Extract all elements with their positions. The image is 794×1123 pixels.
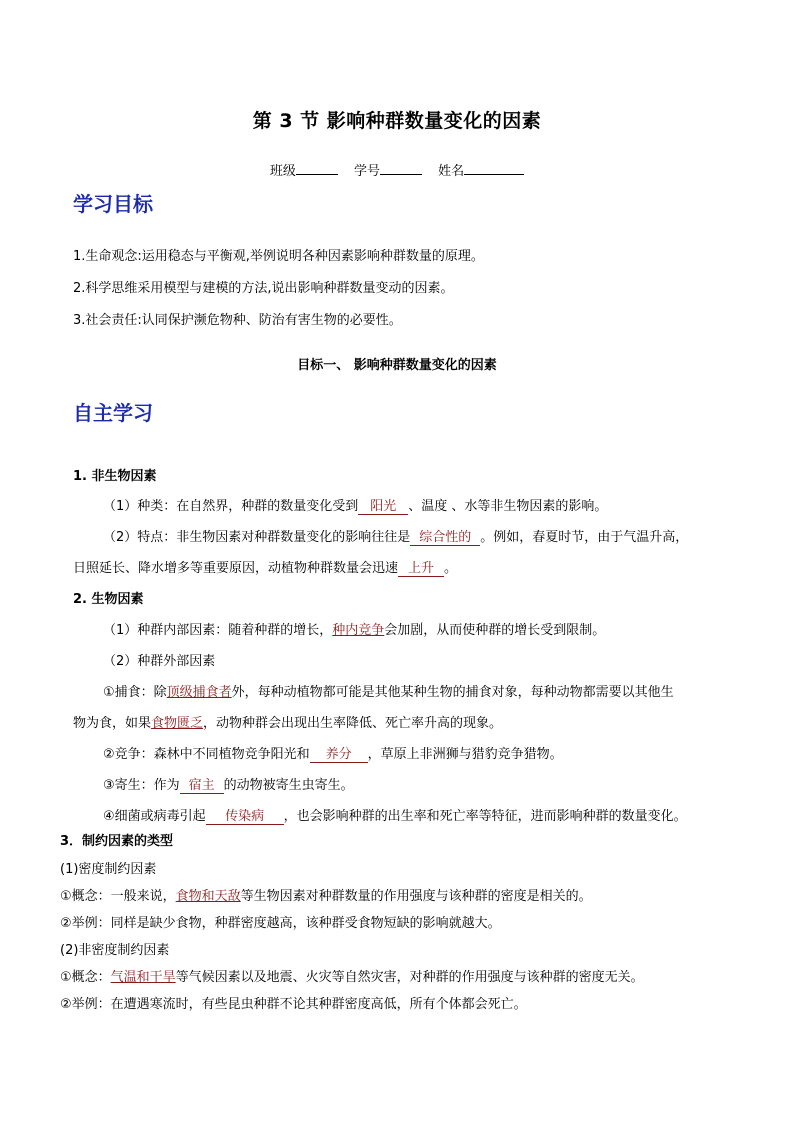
answer-blank: 综合性的 <box>410 530 480 546</box>
objective-item: 3.社会责任:认同保护濒危物种、防治有害生物的必要性。 <box>73 313 402 328</box>
paragraph <box>60 888 592 906</box>
text: 的动物被寄生虫寄生。 <box>223 778 354 793</box>
answer-blank: 传染病 <box>206 809 284 825</box>
answer-text: 顶级捕食者 <box>166 685 232 700</box>
text: 。例如，春夏时节，由于气温升高， <box>480 530 689 545</box>
answer-text: 食物和天敌 <box>175 889 241 904</box>
paragraph <box>103 684 674 702</box>
objectives-heading: 学习目标 <box>73 192 153 216</box>
class-blank[interactable] <box>296 162 338 175</box>
text: ①概念：一般来说， <box>60 889 176 904</box>
text: 等气候因素以及地震、火灾等自然灾害，对种群的作用强度与该种群的密度无关。 <box>175 970 644 985</box>
student-info-line <box>0 160 794 179</box>
paragraph <box>73 715 502 733</box>
paragraph <box>103 777 354 795</box>
subheading: (1)密度制约因素 <box>60 862 157 877</box>
paragraph: ②举例：在遭遇寒流时，有些昆虫种群不论其种群密度高低，所有个体都会死亡。 <box>60 997 527 1012</box>
paragraph <box>73 560 457 578</box>
text: ，也会影响种群的出生率和死亡率等特征，进而影响种群的数量变化。 <box>283 809 687 824</box>
text: 外，每种动植物都可能是其他某种生物的捕食对象，每种动物都需要以其他生 <box>231 685 674 700</box>
self-study-heading: 自主学习 <box>73 401 153 425</box>
page-title: 第 3 节 影响种群数量变化的因素 <box>252 110 542 132</box>
goal-one-title: 目标一、 影响种群数量变化的因素 <box>297 358 497 373</box>
section-factor-types-heading: 3．制约因素的类型 <box>60 834 174 849</box>
paragraph <box>60 969 644 987</box>
paragraph <box>103 808 687 826</box>
answer-blank: 养分 <box>310 747 368 763</box>
answer-text: 食物匮乏 <box>151 716 204 731</box>
text: ①概念： <box>60 970 111 985</box>
paragraph <box>103 529 688 547</box>
name-label: 姓名 <box>438 164 465 179</box>
text: 日照延长、降水增多等重要原因，动植物种群数量会迅速 <box>73 561 399 576</box>
answer-blank: 阳光 <box>358 499 408 515</box>
text: 等生物因素对种群数量的作用强度与该种群的密度是相关的。 <box>240 889 592 904</box>
objective-item: 2.科学思维采用模型与建模的方法,说出影响种群数量变动的因素。 <box>73 281 454 296</box>
answer-blank: 上升 <box>398 561 444 577</box>
paragraph: （2）种群外部因素 <box>103 654 216 669</box>
section-biotic-heading: 2. 生物因素 <box>73 592 144 607</box>
text: 会加剧，从而使种群的增长受到限制。 <box>384 623 606 638</box>
text: 、温度 、水等非生物因素的影响。 <box>408 499 608 514</box>
text: ，动物种群会出现出生率降低、死亡率升高的现象。 <box>203 716 503 731</box>
text: （2）特点：非生物因素对种群数量变化的影响往往是 <box>103 530 411 545</box>
paragraph <box>103 746 563 764</box>
paragraph <box>103 498 607 516</box>
text: ①捕食：除 <box>103 685 167 700</box>
class-label: 班级 <box>269 164 296 179</box>
text: ，草原上非洲狮与猎豹竞争猎物。 <box>367 747 563 762</box>
answer-blank: 宿主 <box>180 778 224 794</box>
number-label: 学号 <box>353 164 380 179</box>
paragraph: ②举例：同样是缺少食物，种群密度越高，该种群受食物短缺的影响就越大。 <box>60 916 501 931</box>
text: ④细菌或病毒引起 <box>103 809 206 824</box>
paragraph <box>103 622 605 640</box>
name-blank[interactable] <box>464 162 524 175</box>
text: 。 <box>444 561 458 576</box>
subheading: (2)非密度制约因素 <box>60 943 170 958</box>
answer-text: 种内竞争 <box>332 623 385 638</box>
text: ③寄生：作为 <box>103 778 180 793</box>
section-abiotic-heading: 1. 非生物因素 <box>73 469 157 484</box>
answer-text: 气温和干旱 <box>110 970 176 985</box>
text: （1）种群内部因素：随着种群的增长， <box>103 623 333 638</box>
number-blank[interactable] <box>380 162 422 175</box>
text: （1）种类：在自然界，种群的数量变化受到 <box>103 499 359 514</box>
text: ②竞争：森林中不同植物竞争阳光和 <box>103 747 310 762</box>
objective-item: 1.生命观念:运用稳态与平衡观,举例说明各种因素影响种群数量的原理。 <box>73 249 484 264</box>
text: 物为食，如果 <box>73 716 152 731</box>
